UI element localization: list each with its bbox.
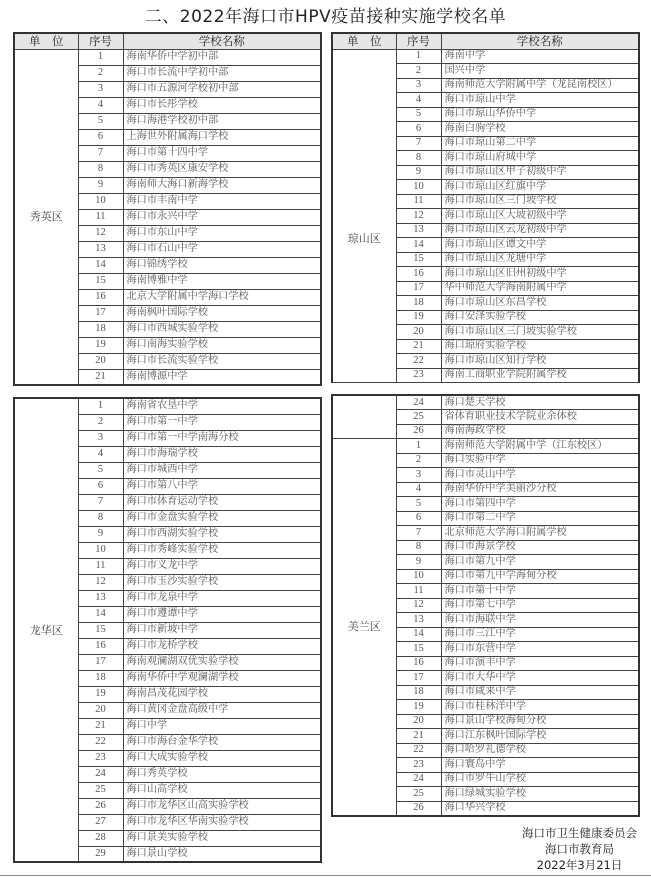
row-number: 19 [78,337,123,353]
row-number: 20 [78,353,123,369]
row-number: 20 [396,325,441,340]
row-number: 12 [396,598,441,613]
row-number: 2 [396,64,441,79]
school-name: 海口市第八中学 [123,478,321,494]
school-name: 海南师范大学附属中学（江东校区） [441,439,639,454]
row-number: 5 [396,497,441,512]
school-name: 国兴中学 [441,64,639,79]
row-number: 8 [78,161,123,177]
row-number: 7 [78,145,123,161]
row-number: 23 [78,750,123,766]
row-number: 16 [78,638,123,654]
school-name: 海口市琼山区旧州初级中学 [441,267,639,282]
row-number: 23 [396,758,441,773]
row-number: 1 [396,49,441,64]
school-name: 海口景山学校 [123,846,321,862]
table-header-row [14,33,321,49]
school-name: 海南华侨中学观澜湖学校 [123,670,321,686]
table-row [332,49,639,64]
school-name: 海口山高学校 [123,782,321,798]
row-number: 22 [396,743,441,758]
row-number: 8 [396,151,441,166]
school-name: 海南博雅中学 [123,273,321,289]
row-number: 10 [396,180,441,195]
district-cell [14,398,78,862]
row-number: 26 [396,424,441,439]
row-number: 6 [396,122,441,137]
row-number: 19 [396,310,441,325]
school-name: 海口市三江中学 [441,627,639,642]
school-name: 海口市琼山区龙塘中学 [441,252,639,267]
row-number: 17 [396,281,441,296]
school-name: 海口市西城实验学校 [123,321,321,337]
row-number: 25 [396,410,441,425]
school-name: 海口市琼山区云龙初级中学 [441,223,639,238]
school-name: 华中师范大学海南附属中学 [441,281,639,296]
header-seq: 序号 [396,33,441,49]
school-name: 海口市五源河学校初中部 [123,81,321,97]
school-name: 海口市体育运动学校 [123,494,321,510]
row-number: 26 [78,798,123,814]
header-unit: 单 位 [14,33,78,49]
school-name: 海口市丰南中学 [123,193,321,209]
school-name: 海南白驹学校 [441,122,639,137]
row-number: 3 [78,430,123,446]
longhua-table [13,397,322,863]
school-name: 海口市第十中学 [441,584,639,599]
school-name: 海口市龙华区山高实验学校 [123,798,321,814]
issue-date: 2022年3月21日 [536,858,623,872]
row-number: 10 [78,542,123,558]
row-number: 2 [396,453,441,468]
row-number: 14 [78,606,123,622]
row-number: 13 [396,613,441,628]
row-number: 19 [396,700,441,715]
school-name: 海口南海实验学校 [123,337,321,353]
school-name: 海南省农垦中学 [123,398,321,414]
row-number: 3 [396,468,441,483]
row-number: 25 [78,782,123,798]
school-name: 海口市长流实验学校 [123,353,321,369]
row-number: 25 [396,787,441,802]
school-name: 海口锦绣学校 [123,257,321,273]
school-name: 海口市琼山华侨中学 [441,107,639,122]
school-name: 海南枫叶国际学校 [123,305,321,321]
row-number: 6 [396,511,441,526]
school-name: 海口实验中学 [441,453,639,468]
school-name: 海口市海景学校 [441,540,639,555]
row-number: 12 [78,574,123,590]
school-name: 海南工商职业学院附属学校 [441,368,639,383]
school-name: 海口市金盘实验学校 [123,510,321,526]
district-cell [14,49,78,385]
school-name: 海口市秀峰实验学校 [123,542,321,558]
row-number: 18 [78,670,123,686]
district-cell [332,439,396,816]
school-name: 海口市海联中学 [441,613,639,628]
school-name: 海口市龙华区华南实验学校 [123,814,321,830]
school-name: 海口市第九中学海甸分校 [441,569,639,584]
signature-block [522,825,637,873]
school-name: 海口市琼山区东昌学校 [441,296,639,311]
school-name: 海口市长彤学校 [123,97,321,113]
school-name: 海口市海台金华学校 [123,734,321,750]
district-cell [332,395,396,439]
row-number: 5 [78,462,123,478]
school-name: 省体育职业技术学院业余体校 [441,410,639,425]
row-number: 17 [78,305,123,321]
school-name: 海口市琼山第二中学 [441,136,639,151]
school-name: 海口江东枫叶国际学校 [441,729,639,744]
school-name: 海口市桂林洋中学 [441,700,639,715]
school-name: 海南观澜湖双优实验学校 [123,654,321,670]
row-number: 12 [396,209,441,224]
row-number: 4 [78,97,123,113]
school-name: 海口市遵谭中学 [123,606,321,622]
school-name: 海南博源中学 [123,369,321,385]
row-number: 10 [396,569,441,584]
row-number: 13 [396,223,441,238]
row-number: 27 [78,814,123,830]
row-number: 3 [396,78,441,93]
row-number: 14 [396,627,441,642]
row-number: 20 [396,714,441,729]
row-number: 7 [396,526,441,541]
row-number: 21 [78,369,123,385]
row-number: 17 [396,671,441,686]
row-number: 16 [396,656,441,671]
school-name: 海口市灵山中学 [441,468,639,483]
school-name: 海口市琼山区三门坡学校 [441,194,639,209]
district-name: 琼山区 [347,232,381,246]
school-name: 海口市义龙中学 [123,558,321,574]
school-name: 海口市东营中学 [441,642,639,657]
school-name: 海南师范大学附属中学（龙昆南校区） [441,78,639,93]
school-name: 海口市第一中学南海分校 [123,430,321,446]
school-name: 海口市第四中学 [441,497,639,512]
school-name: 海口景山学校海甸分校 [441,714,639,729]
row-number: 15 [78,622,123,638]
header-name: 学校名称 [441,33,639,49]
row-number: 14 [396,238,441,253]
school-name: 海口市龙泉中学 [123,590,321,606]
row-number: 4 [78,446,123,462]
row-number: 21 [78,718,123,734]
school-name: 海南海政学校 [441,424,639,439]
row-number: 11 [396,584,441,599]
header-seq: 序号 [78,33,123,49]
school-name: 海口大成实验学校 [123,750,321,766]
row-number: 11 [78,209,123,225]
table-header-row [332,33,639,49]
school-name: 海口市第二中学 [441,511,639,526]
row-number: 2 [78,414,123,430]
row-number: 5 [78,113,123,129]
xiuying-table [13,32,322,386]
row-number: 4 [396,93,441,108]
school-name: 海口市长流中学初中部 [123,65,321,81]
row-number: 16 [396,267,441,282]
row-number: 28 [78,830,123,846]
row-number: 1 [396,439,441,454]
school-name: 海口市琼山区知行学校 [441,354,639,369]
school-name: 海口市咸来中学 [441,685,639,700]
row-number: 15 [396,252,441,267]
row-number: 18 [396,296,441,311]
school-name: 上海世外附属海口学校 [123,129,321,145]
school-name: 海南师大海口新海学校 [123,177,321,193]
row-number: 15 [396,642,441,657]
row-number: 9 [78,177,123,193]
school-name: 海南华侨中学美丽沙分校 [441,482,639,497]
school-name: 海口市大华中学 [441,671,639,686]
school-name: 海口安泽实验学校 [441,310,639,325]
district-name: 秀英区 [29,210,63,224]
table-row [332,439,639,454]
row-number: 17 [78,654,123,670]
school-name: 海口海港学校初中部 [123,113,321,129]
row-number: 9 [78,526,123,542]
school-name: 海口市新坡中学 [123,622,321,638]
school-name: 海口琼府实验学校 [441,339,639,354]
row-number: 26 [396,801,441,816]
row-number: 8 [396,540,441,555]
school-name: 海口市第九中学 [441,555,639,570]
issuer-education-bureau: 海口市教育局 [545,842,614,856]
row-number: 19 [78,686,123,702]
school-name: 海口市秀英区康安学校 [123,161,321,177]
school-name: 海南华侨中学初中部 [123,49,321,65]
row-number: 11 [78,558,123,574]
row-number: 10 [78,193,123,209]
school-name: 海口市琼山区谭文中学 [441,238,639,253]
school-name: 北京师范大学海口附属学校 [441,526,639,541]
qiongshan-meilan-table [331,394,640,817]
row-number: 12 [78,225,123,241]
school-name: 海口市海瑞学校 [123,446,321,462]
school-name: 海口市琼山区红旗中学 [441,180,639,195]
row-number: 1 [78,49,123,65]
row-number: 18 [78,321,123,337]
row-number: 18 [396,685,441,700]
row-number: 2 [78,65,123,81]
school-name: 海口市演丰中学 [441,656,639,671]
divider [0,875,651,876]
school-name: 海口绿城实验学校 [441,787,639,802]
school-name: 海口市第七中学 [441,598,639,613]
school-name: 海口市罗牛山学校 [441,772,639,787]
table-row [332,395,639,410]
page-title: 二、2022年海口市HPV疫苗接种实施学校名单 [144,7,507,27]
district-name: 龙华区 [29,623,63,637]
issuer-health-commission: 海口市卫生健康委员会 [522,826,637,840]
school-name: 海南昌茂花园学校 [123,686,321,702]
header-unit: 单 位 [332,33,396,49]
school-name: 海口秀英学校 [123,766,321,782]
row-number: 22 [396,354,441,369]
school-name: 海口市第一中学 [123,414,321,430]
school-name: 海口市东山中学 [123,225,321,241]
row-number: 1 [78,398,123,414]
row-number: 24 [396,772,441,787]
school-name: 海口市永兴中学 [123,209,321,225]
school-name: 海口市第十四中学 [123,145,321,161]
row-number: 22 [78,734,123,750]
school-name: 海口中学 [123,718,321,734]
district-name: 美兰区 [347,620,381,634]
school-name: 海口市玉沙实验学校 [123,574,321,590]
row-number: 5 [396,107,441,122]
row-number: 4 [396,482,441,497]
row-number: 9 [396,555,441,570]
row-number: 14 [78,257,123,273]
school-name: 海口市琼山区三门坡实验学校 [441,325,639,340]
row-number: 24 [78,766,123,782]
row-number: 7 [396,136,441,151]
row-number: 29 [78,846,123,862]
row-number: 20 [78,702,123,718]
district-cell [332,49,396,383]
school-name: 海口市龙桥学校 [123,638,321,654]
row-number: 6 [78,129,123,145]
row-number: 7 [78,494,123,510]
school-name: 海口景美实验学校 [123,830,321,846]
school-name: 海口市琼山府城中学 [441,151,639,166]
row-number: 15 [78,273,123,289]
row-number: 23 [396,368,441,383]
row-number: 8 [78,510,123,526]
qiongshan-table [331,32,640,383]
school-name: 海口市琼山中学 [441,93,639,108]
school-name: 海口市琼山区甲子初级中学 [441,165,639,180]
school-name: 海口华兴学校 [441,801,639,816]
row-number: 6 [78,478,123,494]
school-name: 海口黄冈金盘高级中学 [123,702,321,718]
row-number: 24 [396,395,441,410]
row-number: 16 [78,289,123,305]
school-name: 北京大学附属中学海口学校 [123,289,321,305]
table-row [14,398,321,414]
header-name: 学校名称 [123,33,321,49]
school-name: 海口市西湖实验学校 [123,526,321,542]
row-number: 21 [396,729,441,744]
school-name: 海口市琼山区大坡初级中学 [441,209,639,224]
row-number: 21 [396,339,441,354]
row-number: 9 [396,165,441,180]
school-name: 海口寰岛中学 [441,758,639,773]
row-number: 3 [78,81,123,97]
school-name: 海南中学 [441,49,639,64]
school-name: 海口哈罗礼德学校 [441,743,639,758]
school-name: 海口市石山中学 [123,241,321,257]
school-name: 海口楚天学校 [441,395,639,410]
row-number: 13 [78,590,123,606]
school-name: 海口市城西中学 [123,462,321,478]
table-row [14,49,321,65]
row-number: 11 [396,194,441,209]
row-number: 13 [78,241,123,257]
